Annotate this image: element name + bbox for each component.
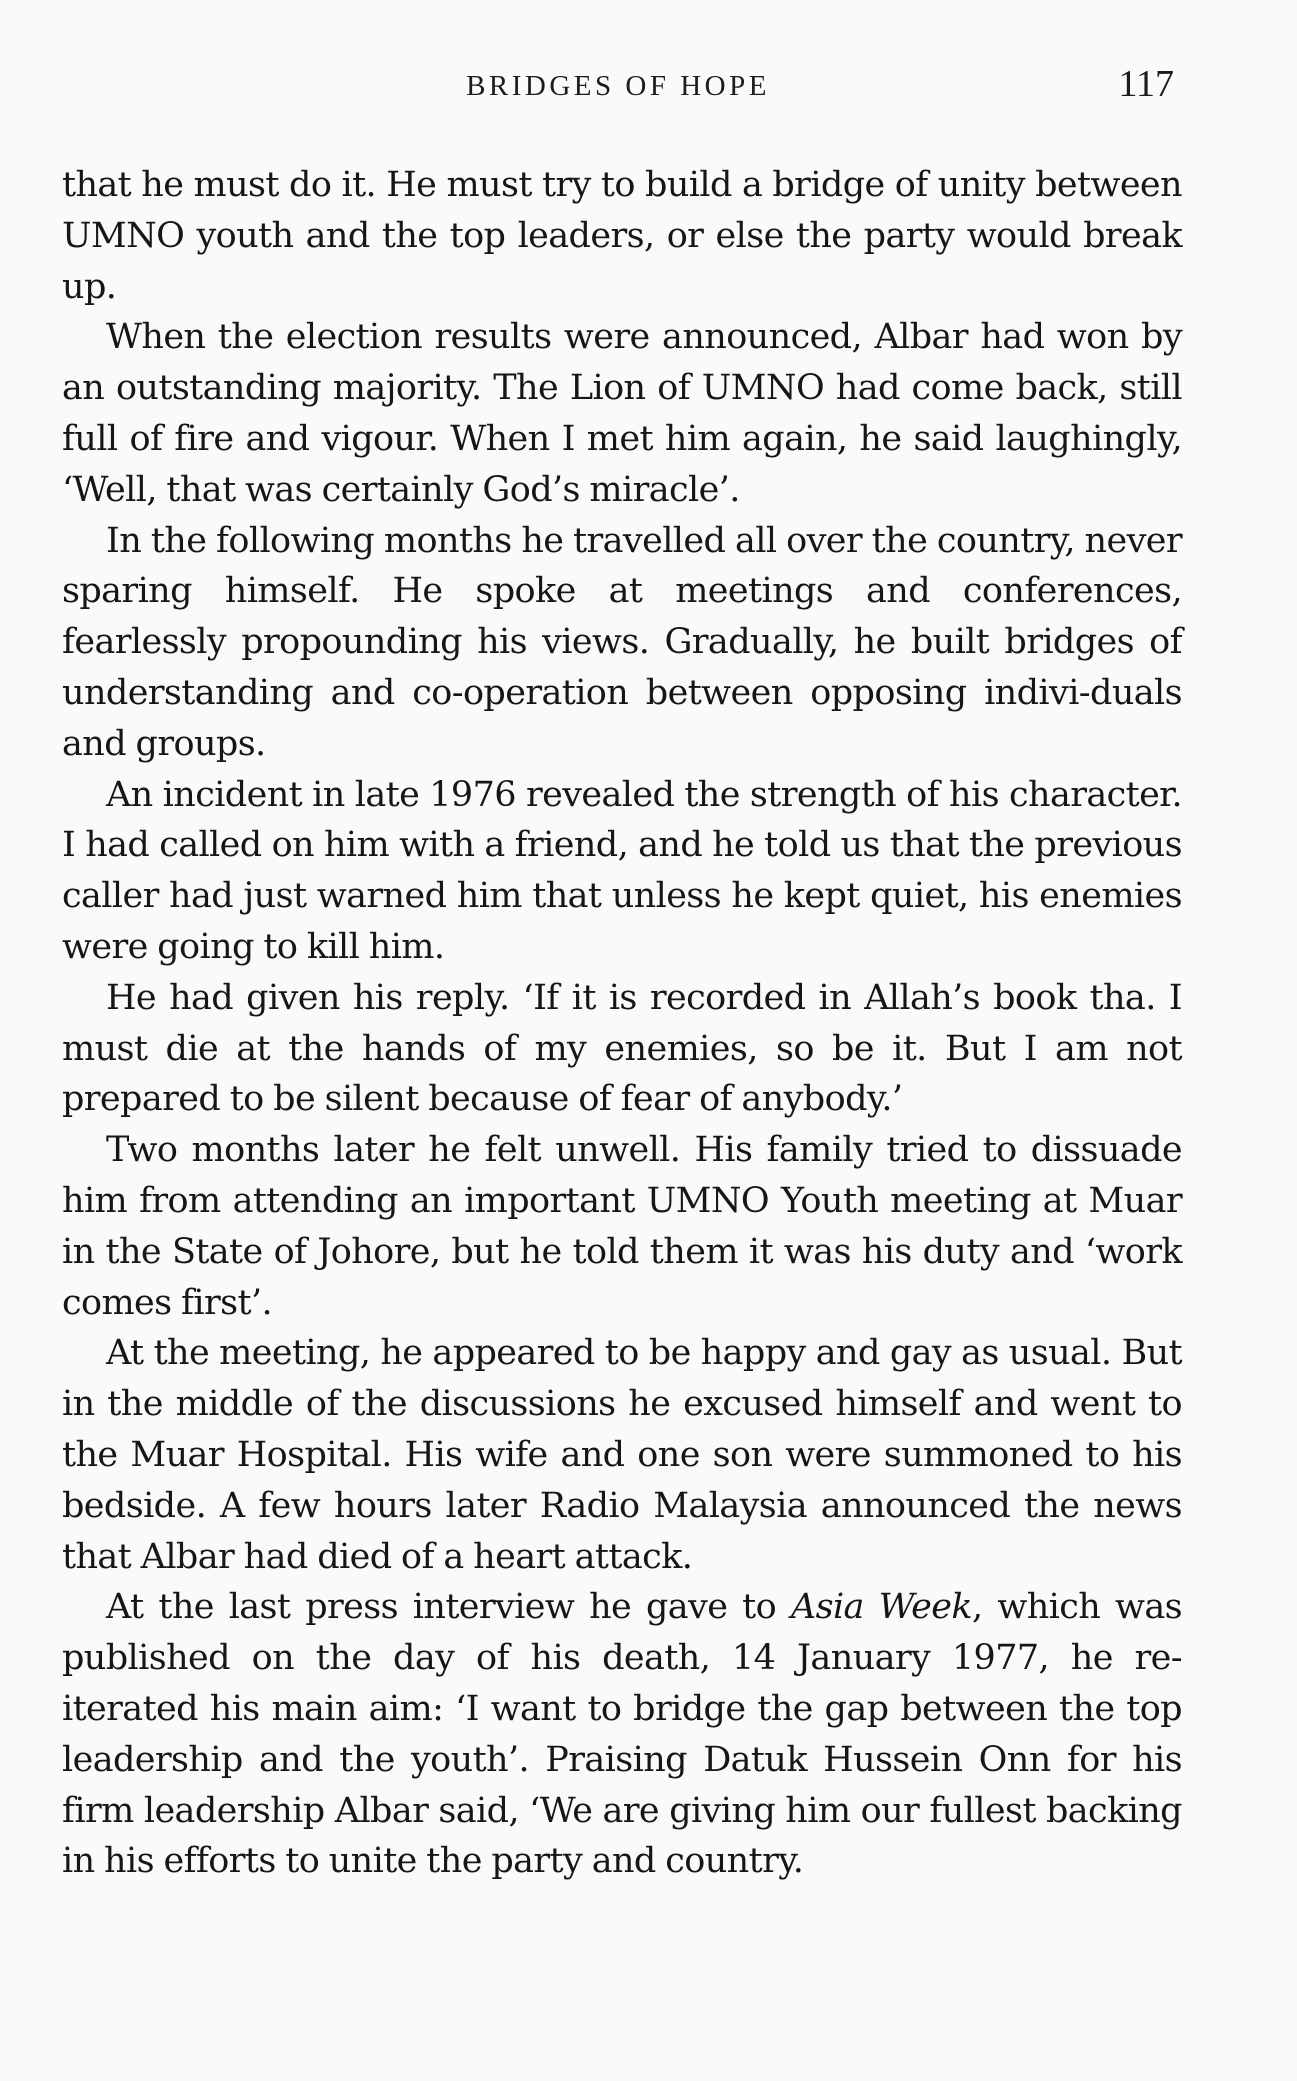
paragraph-5: He had given his reply. ‘If it is recorded in Allah’s book tha. I must die at the hands of my enemies, so be it. But I am not prepared to be silent because of fear of anybody.’ [62, 977, 1182, 1120]
paragraph-1: that he must do it. He must try to build a bridge of unity between UMNO youth and the top leaders, or else the party would break up. [62, 165, 1182, 307]
paragraph-3: In the following months he travelled all over the country, never sparing himself. He spoke at meetings and conferences, fearlessly propounding his views. Gradually, he built bridges of understanding and co-operation between opposing indivi-duals and groups. [62, 520, 1182, 764]
publication-title: Asia Week [790, 1587, 972, 1628]
running-head [62, 62, 1174, 112]
paragraph-7: At the meeting, he appeared to be happy and gay as usual. But in the middle of the discussions he excused himself and went to the Muar Hospital. His wife and one son were summoned to his bedside. A few hours later Radio Malaysia announced the news that Albar had died of a heart attack. [62, 1333, 1182, 1577]
paragraph-8 [62, 1582, 1182, 1887]
paragraph-2: When the election results were announced, Albar had won by an outstanding majority. The Lion of UMNO had come back, still full of fire and vigour. When I met him again, he said laughingly, ‘Well, that was certainly God’s miracle’. [62, 317, 1182, 510]
paragraph-8-rest: , which was published on the day of his death, 14 January 1977, he re-iterated his main aim: ‘I want to bridge the gap between the top leadership and the youth’. Praising Datuk Hussein Onn for his firm leadership Albar said, ‘We are giving him our fullest backing in his efforts to unite the party and country. [62, 1587, 1182, 1882]
running-title: BRIDGES OF HOPE [466, 70, 770, 102]
paragraph-4: An incident in late 1976 revealed the strength of his character. I had called on him with a friend, and he told us that the previous caller had just warned him that unless he kept quiet, his enemies were going to kill him. [62, 774, 1182, 967]
page-number: 117 [1118, 63, 1174, 105]
paragraph-8-lead: At the last press interview he gave to [106, 1587, 791, 1628]
body-text [62, 160, 1182, 1887]
paragraph-6: Two months later he felt unwell. His family tried to dissuade him from attending an important UMNO Youth meeting at Muar in the State of Johore, but he told them it was his duty and ‘work comes first’. [62, 1130, 1182, 1323]
